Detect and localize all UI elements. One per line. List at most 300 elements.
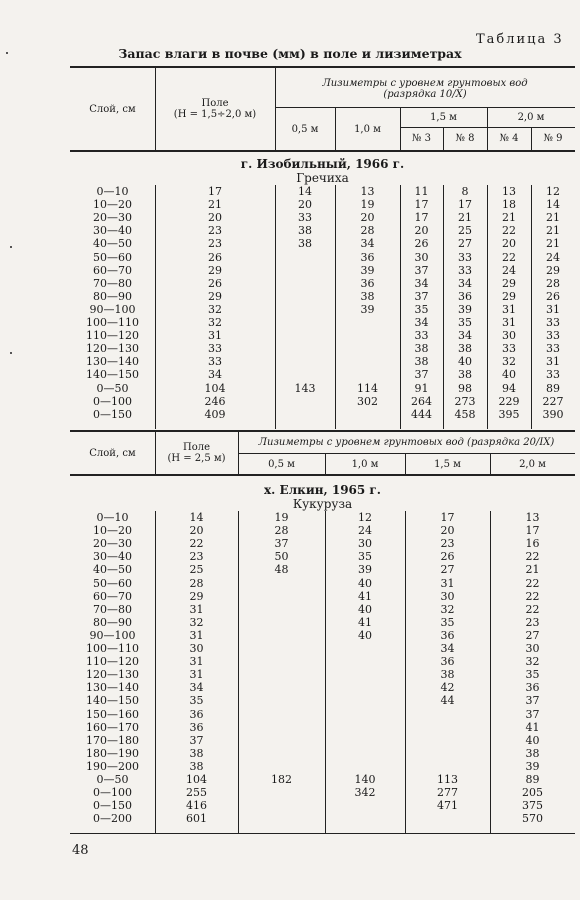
table-cell: 17 xyxy=(525,524,540,538)
row-layer-cell: 70—80 xyxy=(93,602,132,616)
table-cell: 104 xyxy=(204,381,226,395)
table-row xyxy=(70,630,575,643)
table-cell: 31 xyxy=(189,628,204,642)
row-layer-cell: 100—110 xyxy=(86,642,139,655)
table-cell: 36 xyxy=(440,655,455,669)
table-cell: 38 xyxy=(360,289,375,303)
table-cell: 601 xyxy=(186,812,207,826)
table-cell: 395 xyxy=(498,407,520,421)
col-header-depth-20: 2,0 м xyxy=(517,112,545,123)
table-cell: 13 xyxy=(360,185,375,198)
table-cell: 26 xyxy=(440,550,455,564)
table-row xyxy=(70,722,575,735)
rule xyxy=(238,453,575,454)
table-row xyxy=(70,564,575,577)
row-layer-cell: 50—60 xyxy=(93,576,132,590)
table-cell: 38 xyxy=(440,668,455,682)
table-cell: 91 xyxy=(414,381,429,395)
table-cell: 29 xyxy=(502,276,516,290)
table-cell: 39 xyxy=(525,759,540,773)
table-cell: 458 xyxy=(454,407,476,421)
table-cell: 24 xyxy=(546,250,560,264)
table-cell: 30 xyxy=(414,250,429,264)
table-row xyxy=(70,761,575,774)
col-header-layer: Слой, см xyxy=(89,104,136,115)
row-layer-cell: 110—120 xyxy=(86,655,139,669)
row-layer-cell: 20—30 xyxy=(93,211,132,225)
col-header-lysimeters xyxy=(275,78,575,100)
table-cell: 25 xyxy=(458,224,472,238)
table-row xyxy=(70,278,575,291)
table-cell: 44 xyxy=(440,694,455,708)
table-cell: 114 xyxy=(357,381,378,395)
table-cell: 35 xyxy=(440,615,455,629)
col-header-field-label: Поле xyxy=(201,98,229,109)
table2-crop: Кукуруза xyxy=(292,497,353,511)
table-cell: 41 xyxy=(525,720,540,734)
rule xyxy=(70,833,575,834)
row-layer-cell: 130—140 xyxy=(86,355,139,369)
table-cell: 23 xyxy=(208,224,222,238)
table-cell: 471 xyxy=(437,799,458,813)
table-cell: 36 xyxy=(458,289,472,303)
col-header-lysimeters-note: (разрядка 10/X) xyxy=(383,89,467,100)
table-cell: 23 xyxy=(189,550,204,564)
table-cell: 31 xyxy=(546,302,560,316)
table-cell: 255 xyxy=(186,786,207,800)
table-cell: 12 xyxy=(546,185,560,198)
col-header-lysimeters-label: Лизиметры с уровнем грунтовых вод xyxy=(322,78,528,89)
table-cell: 38 xyxy=(414,355,429,369)
table-cell: 33 xyxy=(546,342,560,356)
table-cell: 28 xyxy=(274,524,289,538)
table-cell: 40 xyxy=(458,355,472,369)
row-layer-cell: 0—100 xyxy=(93,394,132,408)
table-cell: 36 xyxy=(189,720,204,734)
table-cell: 19 xyxy=(360,198,375,212)
table-cell: 390 xyxy=(542,407,564,421)
table-cell: 41 xyxy=(358,615,372,629)
table-cell: 227 xyxy=(542,394,564,408)
table-cell: 42 xyxy=(440,681,455,695)
col-header-depth-05: 0,5 м xyxy=(268,459,295,470)
table-cell: 28 xyxy=(189,576,204,590)
table-cell: 17 xyxy=(414,198,429,212)
table-row xyxy=(70,682,575,695)
table-number: Таблица 3 xyxy=(476,32,564,47)
table-row xyxy=(70,343,575,356)
table-cell: 21 xyxy=(208,198,222,212)
row-layer-cell: 0—10 xyxy=(96,185,129,198)
table-row xyxy=(70,551,575,564)
col-header-depth-15: 1,5 м xyxy=(434,459,461,470)
table-cell: 37 xyxy=(525,707,540,721)
table-cell: 30 xyxy=(502,329,516,343)
table-cell: 20 xyxy=(189,524,204,538)
table-cell: 40 xyxy=(502,368,516,382)
table-cell: 34 xyxy=(208,368,222,382)
table-cell: 33 xyxy=(298,211,312,225)
table-cell: 33 xyxy=(458,263,472,277)
table-cell: 40 xyxy=(358,602,372,616)
table-cell: 33 xyxy=(414,329,429,343)
table-row xyxy=(70,512,575,525)
row-layer-cell: 120—130 xyxy=(86,342,139,356)
table-cell: 24 xyxy=(502,263,516,277)
col-header-depth-10: 1,0 м xyxy=(354,124,381,135)
table-row xyxy=(70,617,575,630)
table-row xyxy=(70,669,575,682)
table-row xyxy=(70,800,575,813)
table-cell: 182 xyxy=(271,773,292,786)
table-cell: 24 xyxy=(358,524,372,538)
table-cell: 38 xyxy=(458,342,472,356)
table-cell: 20 xyxy=(360,211,375,225)
table-cell: 94 xyxy=(502,381,516,395)
table-cell: 37 xyxy=(414,368,429,382)
row-layer-cell: 10—20 xyxy=(93,524,132,538)
row-layer-cell: 0—150 xyxy=(93,407,132,421)
row-layer-cell: 30—40 xyxy=(93,550,132,564)
table-cell: 13 xyxy=(502,185,516,198)
table-row xyxy=(70,709,575,722)
table-cell: 32 xyxy=(440,602,455,616)
table-row xyxy=(70,238,575,251)
table-cell: 32 xyxy=(525,655,540,669)
row-layer-cell: 150—160 xyxy=(86,707,139,721)
table-cell: 570 xyxy=(522,812,543,826)
table-cell: 31 xyxy=(502,302,516,316)
table-row xyxy=(70,695,575,708)
table-cell: 33 xyxy=(458,250,472,264)
table-cell: 30 xyxy=(189,642,204,655)
col-header-field-label: Поле xyxy=(182,442,210,453)
table-cell: 375 xyxy=(522,799,543,813)
row-layer-cell: 140—150 xyxy=(86,694,139,708)
table-cell: 32 xyxy=(208,316,222,329)
table-cell: 444 xyxy=(411,407,432,421)
table-cell: 229 xyxy=(498,394,520,408)
table-cell: 27 xyxy=(458,237,472,251)
table-cell: 22 xyxy=(525,550,540,564)
table-cell: 16 xyxy=(525,537,540,551)
table-cell: 34 xyxy=(414,316,429,329)
table-cell: 21 xyxy=(458,211,472,225)
table-cell: 17 xyxy=(414,211,429,225)
col-header-field xyxy=(155,442,238,464)
table-cell: 36 xyxy=(189,707,204,721)
table-cell: 26 xyxy=(414,237,429,251)
row-layer-cell: 110—120 xyxy=(86,329,139,343)
row-layer-cell: 100—110 xyxy=(86,316,139,329)
table-cell: 12 xyxy=(358,511,372,524)
row-layer-cell: 140—150 xyxy=(86,368,139,382)
col-header-n8: № 8 xyxy=(455,133,475,144)
table-row xyxy=(70,396,575,409)
table-cell: 33 xyxy=(546,316,560,329)
scan-speck xyxy=(10,246,12,248)
table-cell: 14 xyxy=(298,185,312,198)
table1-crop: Гречиха xyxy=(296,171,349,185)
col-header-field-note: (H = 2,5 м) xyxy=(167,453,226,464)
table-cell: 22 xyxy=(525,589,540,603)
table-cell: 33 xyxy=(546,368,560,382)
row-layer-cell: 170—180 xyxy=(86,733,139,747)
table-cell: 20 xyxy=(502,237,516,251)
scan-speck xyxy=(10,352,12,354)
table-cell: 29 xyxy=(546,263,560,277)
col-header-n4: № 4 xyxy=(499,133,519,144)
table-cell: 33 xyxy=(502,342,516,356)
table-cell: 37 xyxy=(414,289,429,303)
rule xyxy=(70,150,575,152)
table-cell: 35 xyxy=(414,302,429,316)
table-cell: 39 xyxy=(360,263,375,277)
table-cell: 416 xyxy=(186,799,207,813)
table-cell: 8 xyxy=(461,185,469,198)
table-cell: 27 xyxy=(440,563,455,577)
table-cell: 38 xyxy=(414,342,429,356)
table-row xyxy=(70,735,575,748)
table-cell: 31 xyxy=(440,576,455,590)
table-row xyxy=(70,317,575,330)
table-cell: 29 xyxy=(189,589,204,603)
table-row xyxy=(70,656,575,669)
table-cell: 18 xyxy=(502,198,516,212)
table-cell: 34 xyxy=(189,681,204,695)
table1-location: г. Изобильный, 1966 г. xyxy=(240,157,405,171)
table-cell: 32 xyxy=(189,615,204,629)
row-layer-cell: 0—10 xyxy=(96,511,129,524)
table-cell: 14 xyxy=(546,198,560,212)
table-cell: 264 xyxy=(411,394,432,408)
table-cell: 17 xyxy=(208,185,222,198)
table-cell: 40 xyxy=(525,733,540,747)
table-cell: 302 xyxy=(357,394,378,408)
row-layer-cell: 50—60 xyxy=(93,250,132,264)
row-layer-cell: 80—90 xyxy=(93,615,132,629)
table-cell: 30 xyxy=(440,589,455,603)
table-cell: 31 xyxy=(189,655,204,669)
row-layer-cell: 20—30 xyxy=(93,537,132,551)
table-cell: 26 xyxy=(208,276,222,290)
table-cell: 30 xyxy=(358,537,372,551)
table-cell: 41 xyxy=(358,589,372,603)
col-header-n3: № 3 xyxy=(411,133,431,144)
table-cell: 19 xyxy=(274,511,289,524)
table-cell: 35 xyxy=(358,550,372,564)
table-cell: 38 xyxy=(298,237,312,251)
table-cell: 21 xyxy=(546,237,560,251)
table-cell: 23 xyxy=(440,537,455,551)
table-cell: 38 xyxy=(458,368,472,382)
table-cell: 31 xyxy=(546,355,560,369)
table-cell: 37 xyxy=(274,537,289,551)
table-cell: 29 xyxy=(208,263,222,277)
table-cell: 39 xyxy=(358,563,372,577)
table-row xyxy=(70,265,575,278)
table-row xyxy=(70,212,575,225)
table-cell: 34 xyxy=(458,276,472,290)
page-number: 48 xyxy=(72,843,89,858)
row-layer-cell: 180—190 xyxy=(86,746,139,760)
table-row xyxy=(70,604,575,617)
table-cell: 31 xyxy=(189,602,204,616)
table-row xyxy=(70,538,575,551)
row-layer-cell: 130—140 xyxy=(86,681,139,695)
table-cell: 98 xyxy=(458,381,472,395)
table-row xyxy=(70,525,575,538)
table-cell: 140 xyxy=(354,773,376,786)
table-cell: 37 xyxy=(189,733,204,747)
col-header-field xyxy=(155,98,275,120)
table-row xyxy=(70,383,575,396)
table-row xyxy=(70,199,575,212)
row-layer-cell: 0—50 xyxy=(96,773,129,786)
col-header-depth-20: 2,0 м xyxy=(519,459,546,470)
table-cell: 29 xyxy=(502,289,516,303)
table-row xyxy=(70,643,575,656)
table-cell: 273 xyxy=(454,394,476,408)
row-layer-cell: 40—50 xyxy=(93,563,132,577)
table-row xyxy=(70,330,575,343)
table-row xyxy=(70,774,575,787)
table-cell: 27 xyxy=(525,628,540,642)
table-cell: 205 xyxy=(522,786,543,800)
table-cell: 22 xyxy=(525,602,540,616)
table-row xyxy=(70,748,575,761)
col-header-lysimeters: Лизиметры с уровнем грунтовых вод (разрядка 20/IX) xyxy=(258,437,555,448)
table-cell: 277 xyxy=(437,786,458,800)
table-cell: 22 xyxy=(525,576,540,590)
table-cell: 25 xyxy=(189,563,204,577)
table-cell: 26 xyxy=(208,250,222,264)
table-cell: 113 xyxy=(437,773,458,786)
table-cell: 17 xyxy=(458,198,472,212)
table-cell: 143 xyxy=(294,381,316,395)
table-cell: 50 xyxy=(274,550,289,564)
row-layer-cell: 0—200 xyxy=(93,812,132,826)
table-cell: 31 xyxy=(189,668,204,682)
scan-speck xyxy=(6,52,8,54)
table-cell: 36 xyxy=(360,250,375,264)
table-cell: 409 xyxy=(204,407,226,421)
table-cell: 22 xyxy=(502,250,516,264)
table-cell: 34 xyxy=(360,237,375,251)
table-cell: 32 xyxy=(502,355,516,369)
table-cell: 31 xyxy=(502,316,516,329)
table-cell: 37 xyxy=(525,694,540,708)
table-cell: 26 xyxy=(546,289,560,303)
table-cell: 21 xyxy=(525,563,540,577)
table-cell: 36 xyxy=(360,276,375,290)
table-cell: 38 xyxy=(525,746,540,760)
table-cell: 40 xyxy=(358,576,372,590)
row-layer-cell: 90—100 xyxy=(89,302,136,316)
table-cell: 35 xyxy=(525,668,540,682)
row-layer-cell: 0—150 xyxy=(93,799,132,813)
table-cell: 32 xyxy=(208,302,222,316)
table-cell: 34 xyxy=(440,642,455,655)
row-layer-cell: 90—100 xyxy=(89,628,136,642)
table-cell: 246 xyxy=(204,394,226,408)
table-cell: 22 xyxy=(189,537,204,551)
table-cell: 39 xyxy=(360,302,375,316)
table-cell: 89 xyxy=(525,773,540,786)
table-cell: 40 xyxy=(358,628,372,642)
table-cell: 38 xyxy=(298,224,312,238)
table-row xyxy=(70,409,575,422)
rule xyxy=(70,474,575,476)
row-layer-cell: 0—100 xyxy=(93,786,132,800)
table-cell: 33 xyxy=(546,329,560,343)
table-cell: 342 xyxy=(354,786,376,800)
table-cell: 104 xyxy=(186,773,207,786)
col-header-field-note: (H = 1,5÷2,0 м) xyxy=(173,109,257,120)
table-cell: 22 xyxy=(502,224,516,238)
table-cell: 34 xyxy=(414,276,429,290)
table-cell: 39 xyxy=(458,302,472,316)
table-row xyxy=(70,578,575,591)
table-cell: 21 xyxy=(546,224,560,238)
table-row xyxy=(70,813,575,826)
table-cell: 17 xyxy=(440,511,455,524)
table-cell: 28 xyxy=(546,276,560,290)
table-cell: 20 xyxy=(208,211,222,225)
table-cell: 36 xyxy=(525,681,540,695)
table-cell: 33 xyxy=(208,355,222,369)
table-cell: 37 xyxy=(414,263,429,277)
row-layer-cell: 30—40 xyxy=(93,224,132,238)
table-cell: 23 xyxy=(208,237,222,251)
table-row xyxy=(70,787,575,800)
table-cell: 29 xyxy=(208,289,222,303)
row-layer-cell: 0—50 xyxy=(96,381,129,395)
table-cell: 35 xyxy=(458,316,472,329)
row-layer-cell: 10—20 xyxy=(93,198,132,212)
table-cell: 36 xyxy=(440,628,455,642)
table-row xyxy=(70,252,575,265)
table-cell: 21 xyxy=(546,211,560,225)
table-cell: 28 xyxy=(360,224,375,238)
col-header-depth-05: 0,5 м xyxy=(291,124,319,135)
table-cell: 13 xyxy=(525,511,540,524)
table-cell: 31 xyxy=(208,329,222,343)
rule xyxy=(70,430,575,432)
table-row xyxy=(70,369,575,382)
table-row xyxy=(70,186,575,199)
rule xyxy=(275,107,575,108)
table-row xyxy=(70,225,575,238)
row-layer-cell: 80—90 xyxy=(93,289,132,303)
table-cell: 38 xyxy=(189,759,204,773)
table-cell: 38 xyxy=(189,746,204,760)
table-cell: 11 xyxy=(414,185,429,198)
table-cell: 89 xyxy=(546,381,560,395)
table2-location: х. Елкин, 1965 г. xyxy=(264,483,381,497)
table-cell: 30 xyxy=(525,642,540,655)
rule xyxy=(70,66,575,68)
table-cell: 35 xyxy=(189,694,204,708)
table-row xyxy=(70,304,575,317)
table-row xyxy=(70,291,575,304)
col-header-depth-15: 1,5 м xyxy=(430,112,457,123)
row-layer-cell: 160—170 xyxy=(86,720,139,734)
col-header-layer: Слой, см xyxy=(89,448,136,459)
table-cell: 20 xyxy=(298,198,312,212)
table-cell: 34 xyxy=(458,329,472,343)
row-layer-cell: 40—50 xyxy=(93,237,132,251)
